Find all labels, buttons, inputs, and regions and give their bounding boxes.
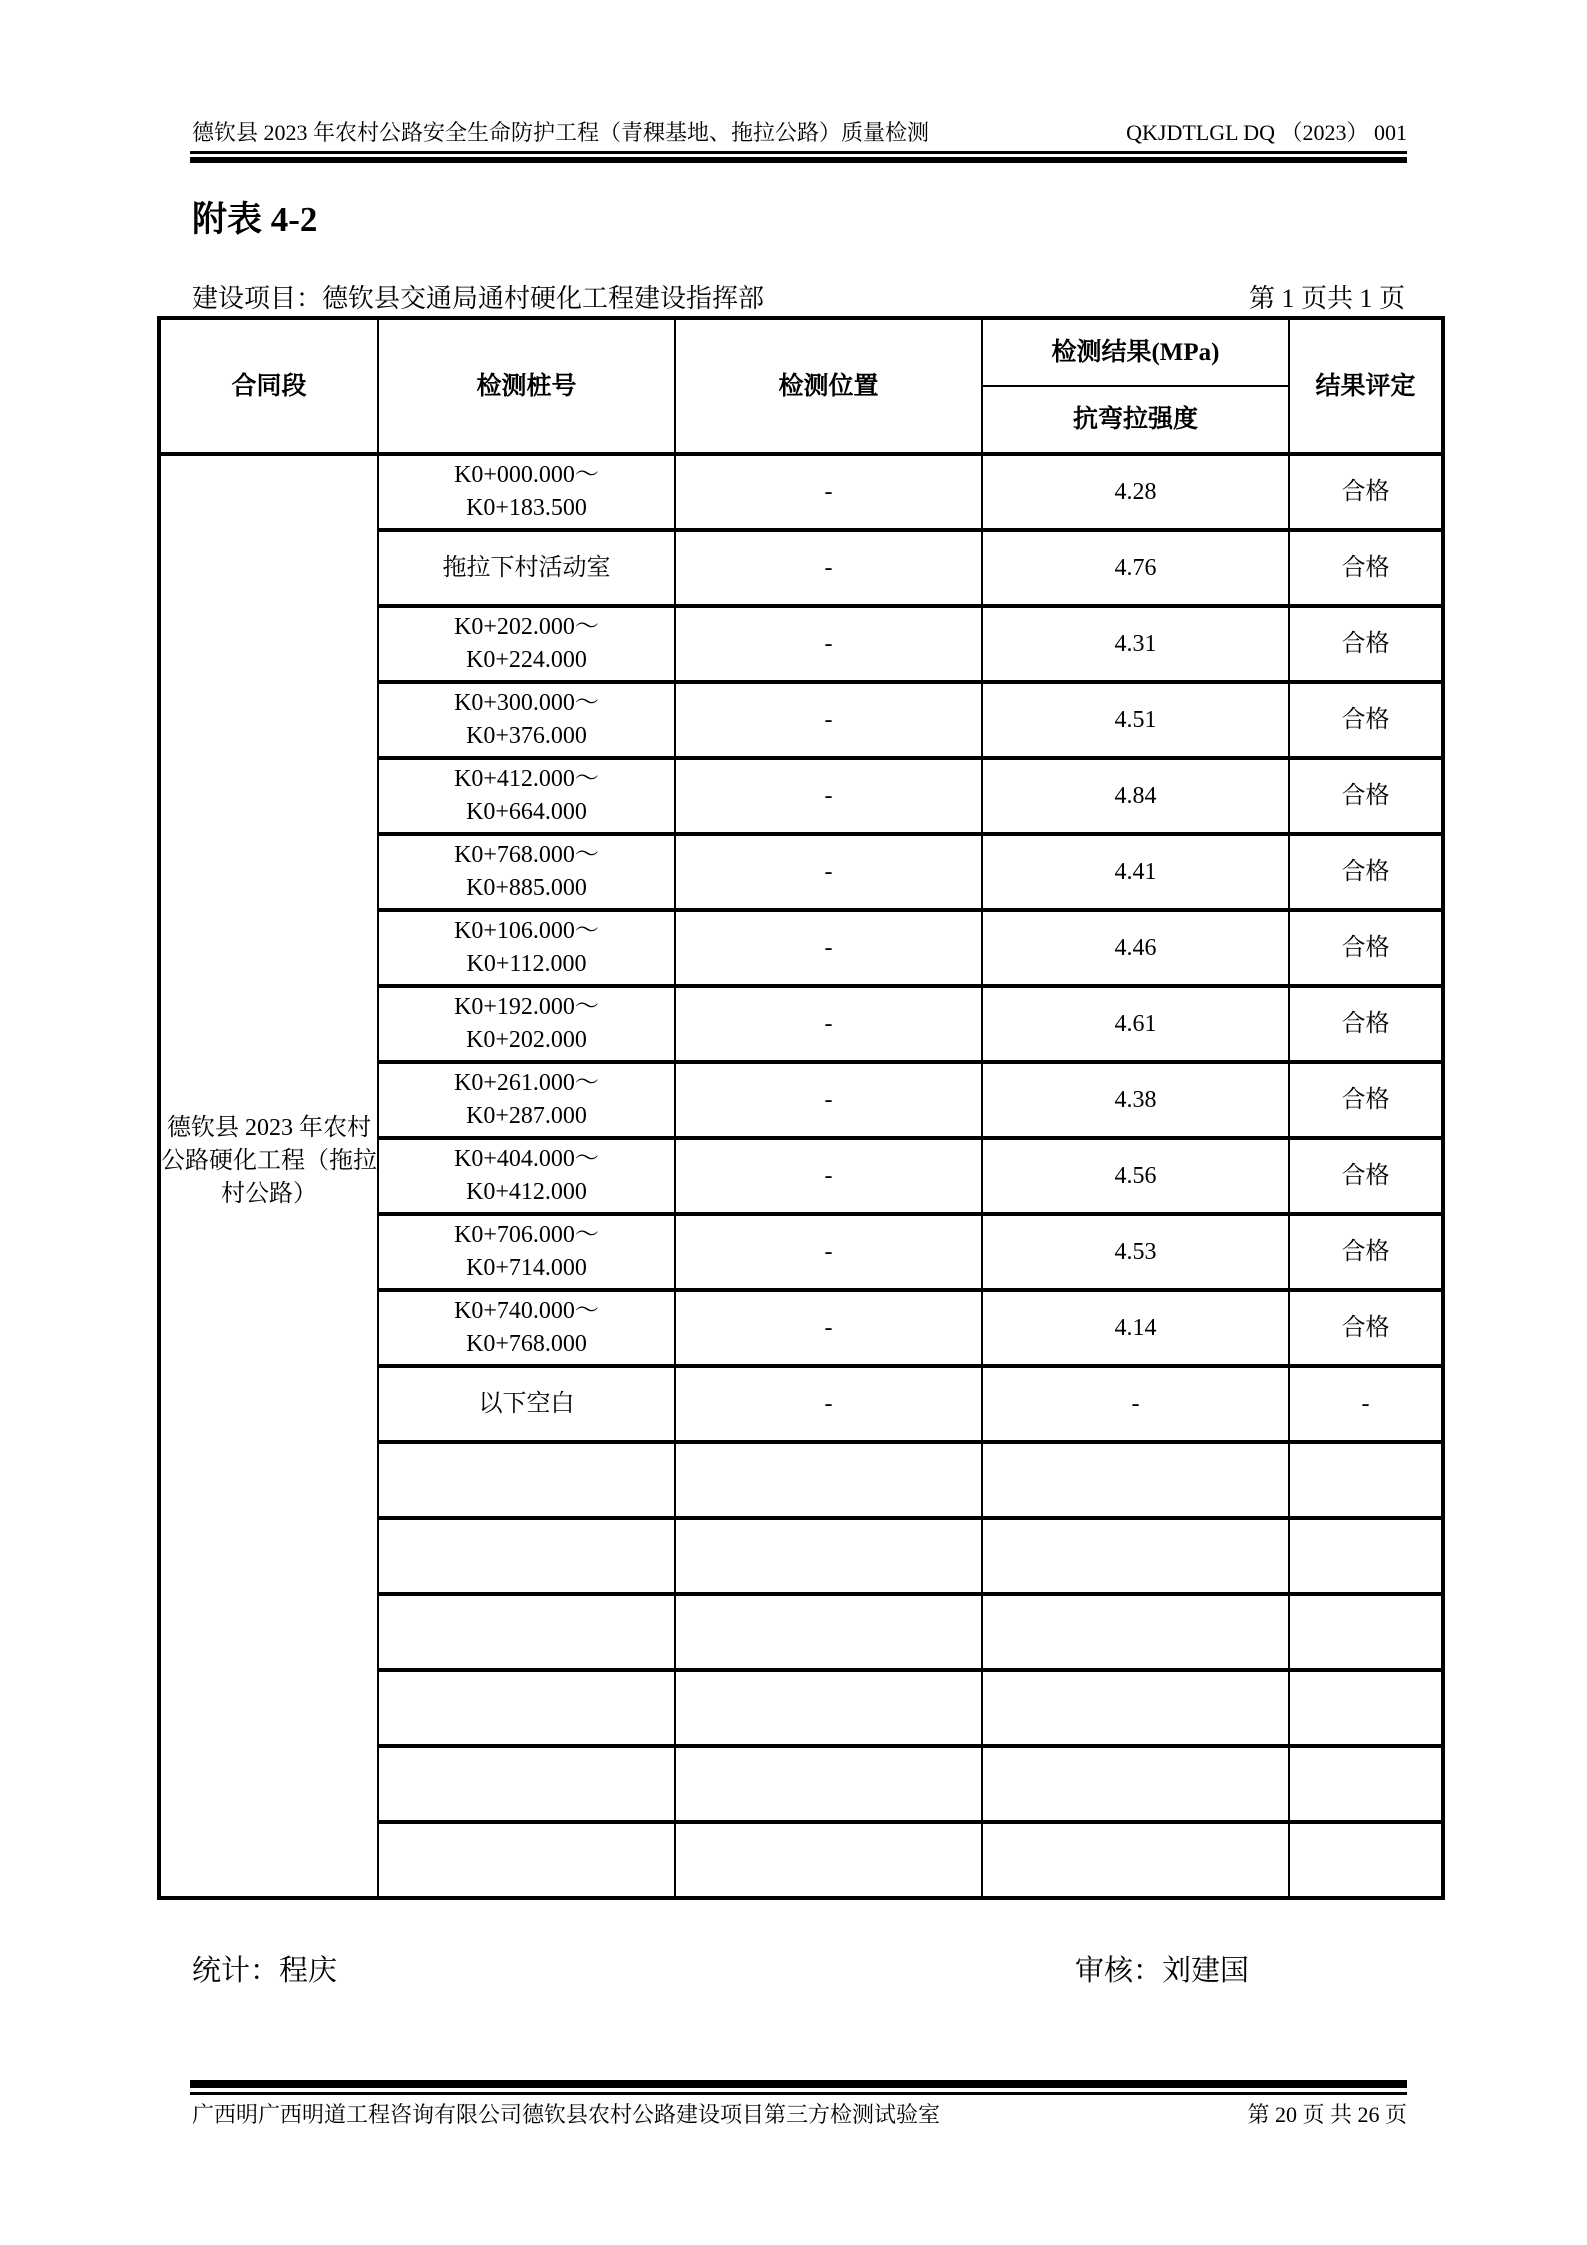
strength-cell: 4.38 (982, 1062, 1289, 1138)
evaluation-cell (1289, 1518, 1443, 1594)
strength-cell: 4.14 (982, 1290, 1289, 1366)
evaluation-cell: 合格 (1289, 1214, 1443, 1290)
stake-end: K0+768.000 (466, 1331, 587, 1357)
stake-number-cell (378, 530, 675, 606)
stake-start: K0+404.000～ (454, 1146, 599, 1172)
stake-number-cell (378, 1290, 675, 1366)
evaluation-cell: 合格 (1289, 1290, 1443, 1366)
appendix-title: 附表 4-2 (192, 200, 318, 239)
header-rule-thick (190, 157, 1407, 163)
stake-end: K0+202.000 (466, 1027, 587, 1053)
strength-cell (982, 1518, 1289, 1594)
strength-cell (982, 1594, 1289, 1670)
stake-end: K0+714.000 (466, 1255, 587, 1281)
strength-cell (982, 1746, 1289, 1822)
stake-end: K0+112.000 (466, 951, 587, 977)
evaluation-cell (1289, 1442, 1443, 1518)
stake-end: K0+664.000 (466, 799, 587, 825)
stake-number-cell (378, 1138, 675, 1214)
stake-number-cell (378, 758, 675, 834)
table-row (159, 454, 1443, 530)
location-cell: - (675, 1366, 982, 1442)
location-cell: - (675, 1214, 982, 1290)
evaluation-cell: 合格 (1289, 758, 1443, 834)
stake-number-cell (378, 1442, 675, 1518)
location-cell: - (675, 834, 982, 910)
evaluation-cell: 合格 (1289, 910, 1443, 986)
col-header-contract-section: 合同段 (159, 318, 378, 454)
report-number: QKJDTLGL DQ （2023） 001 (1126, 120, 1407, 145)
stake-number-cell (378, 454, 675, 530)
stake-start: K0+740.000～ (454, 1298, 599, 1324)
strength-cell: 4.76 (982, 530, 1289, 606)
evaluation-cell: 合格 (1289, 1062, 1443, 1138)
stake-start: K0+202.000～ (454, 614, 599, 640)
stake-number-cell (378, 1366, 675, 1442)
location-cell: - (675, 682, 982, 758)
test-results-table (157, 316, 1445, 1900)
strength-cell: 4.53 (982, 1214, 1289, 1290)
stake-start: K0+106.000～ (454, 918, 599, 944)
evaluation-cell: 合格 (1289, 606, 1443, 682)
reviewer-signature: 审核：刘建国 (1075, 1953, 1250, 1987)
location-cell: - (675, 1290, 982, 1366)
strength-cell: 4.56 (982, 1138, 1289, 1214)
stake-number-cell (378, 1746, 675, 1822)
footer-page-number: 第 20 页 共 26 页 (1247, 2102, 1407, 2127)
location-cell: - (675, 606, 982, 682)
evaluation-cell: 合格 (1289, 454, 1443, 530)
running-header-title: 德钦县 2023 年农村公路安全生命防护工程（青稞基地、拖拉公路）质量检测 (192, 120, 930, 145)
stake-number-cell (378, 682, 675, 758)
stake-number-cell (378, 1062, 675, 1138)
evaluation-cell: 合格 (1289, 530, 1443, 606)
stake-number-cell (378, 1594, 675, 1670)
evaluation-cell (1289, 1594, 1443, 1670)
stake-end: K0+224.000 (466, 647, 587, 673)
location-cell (675, 1442, 982, 1518)
location-cell (675, 1670, 982, 1746)
location-cell (675, 1518, 982, 1594)
location-cell: - (675, 986, 982, 1062)
stake-end: K0+183.500 (466, 495, 587, 521)
stake-start: K0+412.000～ (454, 766, 599, 792)
strength-cell: - (982, 1366, 1289, 1442)
strength-cell (982, 1670, 1289, 1746)
col-header-result-group: 检测结果(MPa) (982, 318, 1289, 386)
evaluation-cell: 合格 (1289, 682, 1443, 758)
strength-cell: 4.28 (982, 454, 1289, 530)
footer-rule-thin (190, 2092, 1407, 2095)
contract-section-cell: 德钦县 2023 年农村公路硬化工程（拖拉村公路） (159, 454, 378, 1898)
evaluation-cell (1289, 1822, 1443, 1898)
stake-start: K0+261.000～ (454, 1070, 599, 1096)
location-cell: - (675, 454, 982, 530)
stake-number-cell (378, 834, 675, 910)
statistician-signature: 统计：程庆 (192, 1953, 338, 1987)
location-cell: - (675, 910, 982, 986)
stake-end: K0+376.000 (466, 723, 587, 749)
evaluation-cell: - (1289, 1366, 1443, 1442)
stake-end: K0+287.000 (466, 1103, 587, 1129)
footer-organization: 广西明广西明道工程咨询有限公司德钦县农村公路建设项目第三方检测试验室 (192, 2102, 941, 2127)
location-cell (675, 1822, 982, 1898)
col-header-evaluation: 结果评定 (1289, 318, 1443, 454)
stake-start: K0+768.000～ (454, 842, 599, 868)
stake-end: K0+885.000 (466, 875, 587, 901)
location-cell: - (675, 1138, 982, 1214)
header-rule-thin (190, 151, 1407, 154)
stake-number-cell (378, 1670, 675, 1746)
stake-start: 以下空白 (478, 1390, 575, 1417)
evaluation-cell: 合格 (1289, 1138, 1443, 1214)
strength-cell: 4.31 (982, 606, 1289, 682)
strength-cell (982, 1822, 1289, 1898)
stake-number-cell (378, 910, 675, 986)
footer-rule-thick (190, 2080, 1407, 2088)
strength-cell: 4.41 (982, 834, 1289, 910)
stake-start: K0+000.000～ (454, 462, 599, 488)
location-cell: - (675, 1062, 982, 1138)
location-cell (675, 1746, 982, 1822)
location-cell: - (675, 758, 982, 834)
stake-end: K0+412.000 (466, 1179, 587, 1205)
stake-number-cell (378, 986, 675, 1062)
location-cell (675, 1594, 982, 1670)
evaluation-cell: 合格 (1289, 834, 1443, 910)
col-header-flexural-strength: 抗弯拉强度 (982, 386, 1289, 454)
strength-cell: 4.61 (982, 986, 1289, 1062)
location-cell: - (675, 530, 982, 606)
strength-cell: 4.46 (982, 910, 1289, 986)
stake-start: K0+706.000～ (454, 1222, 599, 1248)
project-line: 建设项目：德钦县交通局通村硬化工程建设指挥部 (192, 284, 765, 313)
stake-number-cell (378, 606, 675, 682)
stake-number-cell (378, 1822, 675, 1898)
col-header-location: 检测位置 (675, 318, 982, 454)
strength-cell: 4.51 (982, 682, 1289, 758)
stake-start: 拖拉下村活动室 (442, 554, 611, 581)
stake-number-cell (378, 1214, 675, 1290)
strength-cell: 4.84 (982, 758, 1289, 834)
evaluation-cell: 合格 (1289, 986, 1443, 1062)
evaluation-cell (1289, 1670, 1443, 1746)
evaluation-cell (1289, 1746, 1443, 1822)
stake-start: K0+300.000～ (454, 690, 599, 716)
col-header-stake-number: 检测桩号 (378, 318, 675, 454)
table-page-count: 第 1 页共 1 页 (1248, 284, 1405, 313)
stake-number-cell (378, 1518, 675, 1594)
stake-start: K0+192.000～ (454, 994, 599, 1020)
strength-cell (982, 1442, 1289, 1518)
